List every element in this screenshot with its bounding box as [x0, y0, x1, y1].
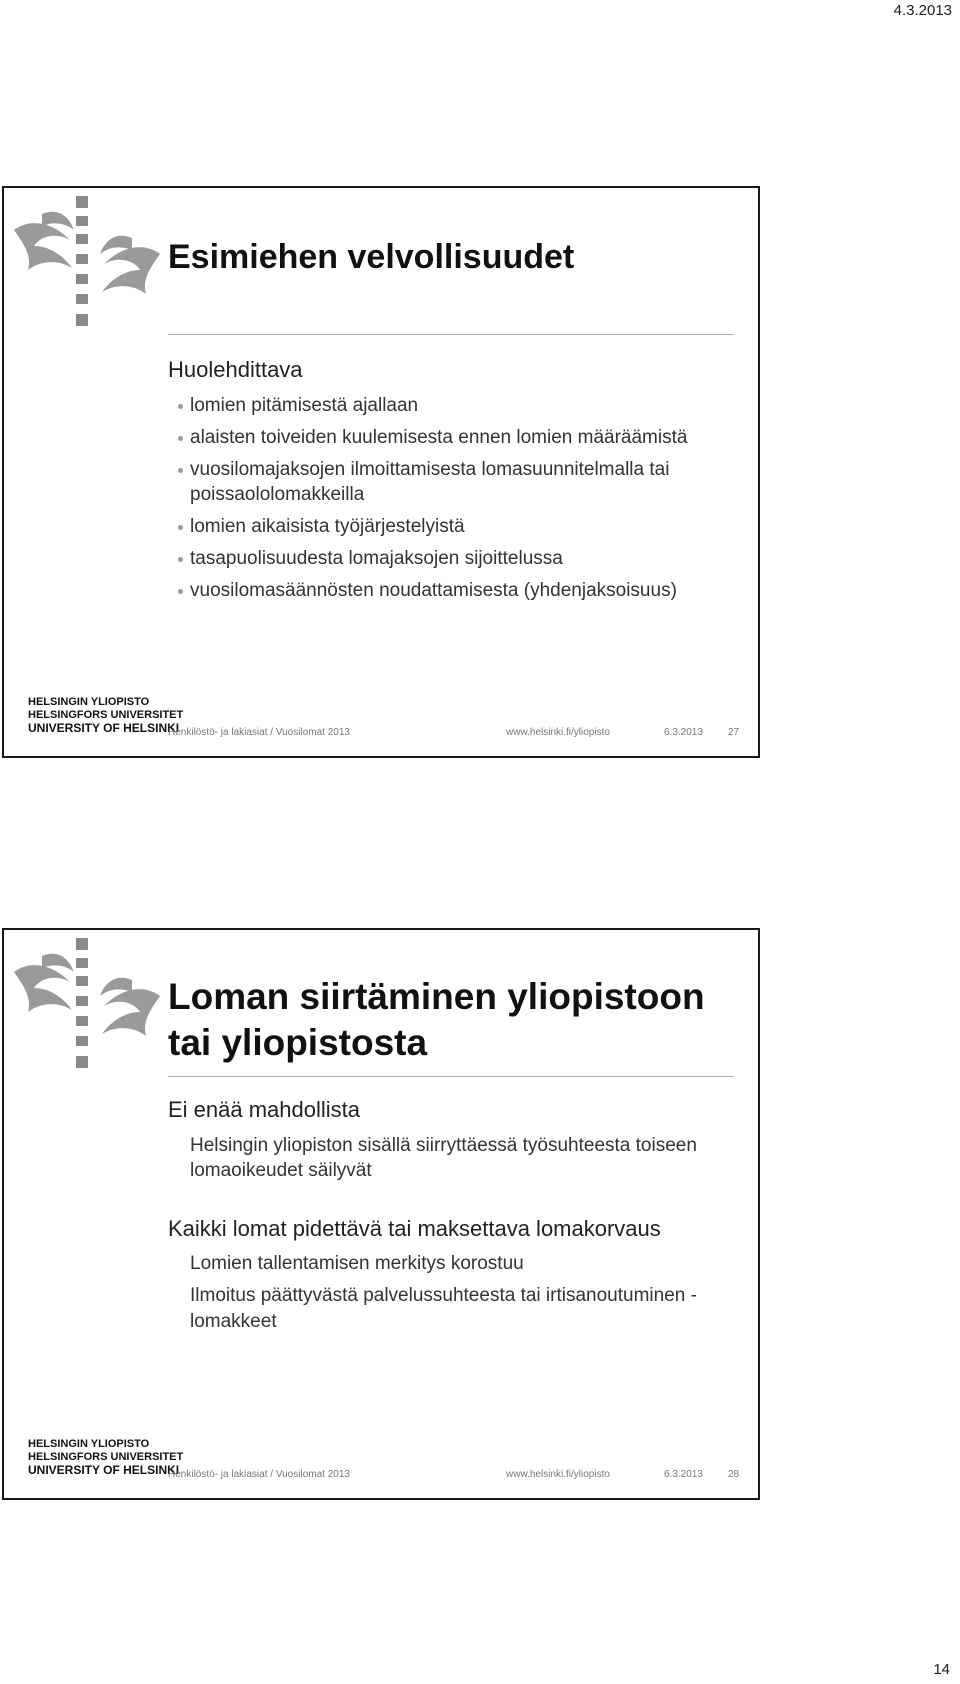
- slide-number: 28: [728, 1469, 740, 1480]
- list-item: lomien aikaisista työjärjestelyistä: [190, 514, 734, 539]
- slide-footer: [28, 1438, 740, 1484]
- footer-course: Henkilöstö- ja lakiasiat / Vuosilomat 2013: [168, 1469, 350, 1480]
- slide-number: 27: [728, 727, 740, 738]
- title-divider: [168, 334, 734, 335]
- list-item: alaisten toiveiden kuulemisesta ennen lomien määräämistä: [190, 425, 734, 450]
- slide-title: [168, 974, 705, 1067]
- slide-title: Esimiehen velvollisuudet: [168, 238, 575, 276]
- slide-body: [168, 1096, 734, 1366]
- content-section: [168, 1096, 734, 1183]
- university-names: HELSINGIN YLIOPISTO HELSINGFORS UNIVERSITET UNIVERSITY OF HELSINKI: [28, 696, 184, 735]
- list-item: tasapuolisuudesta lomajaksojen sijoittelussa: [190, 546, 734, 571]
- slide-title-line: Loman siirtäminen yliopistoon: [168, 976, 705, 1017]
- content-section: [168, 1215, 734, 1334]
- footer-date: 6.3.2013: [664, 727, 703, 738]
- item-list: [190, 1251, 734, 1333]
- bullet-list: [168, 393, 734, 604]
- slide-28: [2, 928, 760, 1500]
- section-heading: Huolehdittava: [168, 357, 303, 382]
- footer-date: 6.3.2013: [664, 1469, 703, 1480]
- title-divider: [168, 1076, 734, 1077]
- page-date: 4.3.2013: [893, 2, 952, 19]
- footer-url: www.helsinki.fi/yliopisto: [506, 1469, 610, 1480]
- list-item: vuosilomasäännösten noudattamisesta (yhdenjaksoisuus): [190, 578, 734, 603]
- list-item: Ilmoitus päättyvästä palvelussuhteesta tai irtisanoutuminen -lomakkeet: [190, 1285, 697, 1332]
- list-item: Lomien tallentamisen merkitys korostuu: [190, 1253, 524, 1275]
- slide-footer: [28, 696, 740, 742]
- slide-body: [168, 356, 734, 610]
- item-list: [190, 1133, 734, 1183]
- university-flame-logo-icon: [12, 196, 162, 346]
- university-flame-logo-icon: [12, 938, 162, 1088]
- university-names: HELSINGIN YLIOPISTO HELSINGFORS UNIVERSITET UNIVERSITY OF HELSINKI: [28, 1438, 184, 1477]
- page-number: 14: [933, 1661, 950, 1678]
- list-item: lomien pitämisestä ajallaan: [190, 393, 734, 418]
- section-heading: Kaikki lomat pidettävä tai maksettava lomakorvaus: [168, 1215, 661, 1241]
- slide-title-line: tai yliopistosta: [168, 1022, 428, 1064]
- list-item: vuosilomajaksojen ilmoittamisesta lomasuunnitelmalla tai poissaololomakkeilla: [190, 457, 734, 507]
- section-heading: Ei enää mahdollista: [168, 1097, 361, 1122]
- list-item: Helsingin yliopiston sisällä siirryttäessä työsuhteesta toiseen lomaoikeudet säilyvät: [190, 1134, 697, 1181]
- slide-27: [2, 186, 760, 758]
- footer-course: Henkilöstö- ja lakiasiat / Vuosilomat 2013: [168, 727, 350, 738]
- footer-url: www.helsinki.fi/yliopisto: [506, 727, 610, 738]
